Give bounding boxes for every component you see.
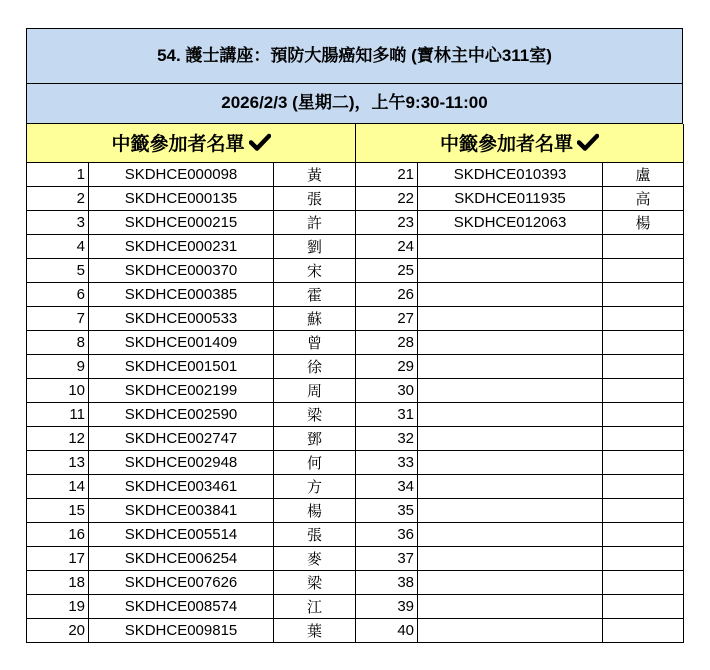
left-participant-number: 6 (27, 283, 89, 307)
left-participant-code: SKDHCE000385 (89, 283, 274, 307)
right-section-heading (356, 124, 684, 163)
right-participant-code (418, 571, 603, 595)
left-participant-number: 10 (27, 379, 89, 403)
right-participant-surname (603, 427, 684, 451)
left-participant-surname: 葉 (274, 619, 356, 643)
right-participant-number: 21 (356, 163, 418, 187)
left-participant-code: SKDHCE000533 (89, 307, 274, 331)
table-row (27, 403, 684, 427)
right-participant-number: 38 (356, 571, 418, 595)
table-row (27, 523, 684, 547)
right-participant-number: 40 (356, 619, 418, 643)
right-participant-code: SKDHCE010393 (418, 163, 603, 187)
right-participant-surname (603, 379, 684, 403)
table-row (27, 355, 684, 379)
left-participant-number: 11 (27, 403, 89, 427)
table-row (27, 235, 684, 259)
right-participant-code (418, 475, 603, 499)
left-participant-number: 9 (27, 355, 89, 379)
event-datetime: 2026/2/3 (星期二)，上午9:30-11:00 (26, 84, 683, 124)
right-participant-surname (603, 307, 684, 331)
right-participant-number: 24 (356, 235, 418, 259)
table-row (27, 499, 684, 523)
right-participant-number: 22 (356, 187, 418, 211)
right-participant-code (418, 235, 603, 259)
left-participant-number: 4 (27, 235, 89, 259)
left-participant-surname: 劉 (274, 235, 356, 259)
right-participant-surname (603, 475, 684, 499)
left-participant-number: 12 (27, 427, 89, 451)
left-participant-number: 8 (27, 331, 89, 355)
left-participant-surname: 江 (274, 595, 356, 619)
left-participant-surname: 何 (274, 451, 356, 475)
left-participant-surname: 麥 (274, 547, 356, 571)
table-row (27, 211, 684, 235)
left-participant-code: SKDHCE000135 (89, 187, 274, 211)
check-mark-icon (249, 133, 271, 157)
table-row (27, 379, 684, 403)
right-participant-number: 33 (356, 451, 418, 475)
left-participant-surname: 宋 (274, 259, 356, 283)
right-participant-surname (603, 547, 684, 571)
left-participant-code: SKDHCE009815 (89, 619, 274, 643)
right-participant-number: 25 (356, 259, 418, 283)
winners-table (26, 124, 684, 643)
right-participant-surname (603, 235, 684, 259)
table-row (27, 475, 684, 499)
table-row (27, 307, 684, 331)
left-section-heading-label: 中籤參加者名單 (111, 134, 245, 155)
right-participant-number: 26 (356, 283, 418, 307)
left-participant-code: SKDHCE008574 (89, 595, 274, 619)
left-participant-code: SKDHCE000215 (89, 211, 274, 235)
right-participant-code (418, 547, 603, 571)
right-participant-surname (603, 331, 684, 355)
table-row (27, 187, 684, 211)
right-participant-code (418, 619, 603, 643)
table-row (27, 547, 684, 571)
left-participant-code: SKDHCE000098 (89, 163, 274, 187)
left-participant-code: SKDHCE001409 (89, 331, 274, 355)
right-participant-surname: 楊 (603, 211, 684, 235)
left-participant-surname: 曾 (274, 331, 356, 355)
table-row (27, 595, 684, 619)
left-participant-number: 7 (27, 307, 89, 331)
right-participant-code (418, 283, 603, 307)
right-participant-code (418, 307, 603, 331)
right-participant-surname (603, 403, 684, 427)
left-participant-number: 17 (27, 547, 89, 571)
right-participant-surname (603, 259, 684, 283)
left-participant-number: 14 (27, 475, 89, 499)
right-participant-surname (603, 571, 684, 595)
right-participant-surname: 高 (603, 187, 684, 211)
left-participant-code: SKDHCE003841 (89, 499, 274, 523)
table-row (27, 619, 684, 643)
right-participant-number: 32 (356, 427, 418, 451)
left-participant-surname: 霍 (274, 283, 356, 307)
right-participant-surname (603, 595, 684, 619)
left-participant-number: 1 (27, 163, 89, 187)
check-mark-icon (577, 133, 599, 157)
left-participant-number: 3 (27, 211, 89, 235)
right-participant-surname (603, 355, 684, 379)
left-participant-number: 2 (27, 187, 89, 211)
section-heading-row (27, 124, 684, 163)
left-section-heading (27, 124, 356, 163)
right-participant-code (418, 379, 603, 403)
right-participant-surname (603, 499, 684, 523)
table-row (27, 259, 684, 283)
right-participant-surname: 盧 (603, 163, 684, 187)
right-participant-number: 35 (356, 499, 418, 523)
left-participant-number: 15 (27, 499, 89, 523)
left-participant-code: SKDHCE006254 (89, 547, 274, 571)
table-row (27, 283, 684, 307)
left-participant-number: 5 (27, 259, 89, 283)
right-participant-surname (603, 523, 684, 547)
event-title: 54. 護士講座：預防大腸癌知多啲 (寶林主中心311室) (26, 28, 683, 84)
right-participant-code (418, 259, 603, 283)
left-participant-code: SKDHCE002948 (89, 451, 274, 475)
left-participant-code: SKDHCE002590 (89, 403, 274, 427)
roster-sheet (26, 28, 683, 643)
winners-table-body (27, 124, 684, 643)
right-participant-code (418, 331, 603, 355)
left-participant-number: 16 (27, 523, 89, 547)
right-section-heading-label: 中籤參加者名單 (440, 134, 574, 155)
left-participant-code: SKDHCE002199 (89, 379, 274, 403)
left-participant-number: 13 (27, 451, 89, 475)
right-participant-number: 31 (356, 403, 418, 427)
left-participant-code: SKDHCE001501 (89, 355, 274, 379)
right-participant-code (418, 523, 603, 547)
left-participant-code: SKDHCE007626 (89, 571, 274, 595)
left-participant-code: SKDHCE000231 (89, 235, 274, 259)
right-participant-code (418, 499, 603, 523)
left-participant-number: 20 (27, 619, 89, 643)
right-participant-surname (603, 619, 684, 643)
right-participant-number: 27 (356, 307, 418, 331)
right-participant-number: 30 (356, 379, 418, 403)
left-participant-surname: 梁 (274, 571, 356, 595)
right-participant-code (418, 427, 603, 451)
left-participant-surname: 方 (274, 475, 356, 499)
left-participant-surname: 張 (274, 187, 356, 211)
left-participant-code: SKDHCE003461 (89, 475, 274, 499)
right-participant-number: 36 (356, 523, 418, 547)
left-participant-surname: 張 (274, 523, 356, 547)
left-participant-code: SKDHCE005514 (89, 523, 274, 547)
left-participant-surname: 黃 (274, 163, 356, 187)
left-participant-surname: 鄧 (274, 427, 356, 451)
table-row (27, 571, 684, 595)
table-row (27, 163, 684, 187)
left-participant-number: 19 (27, 595, 89, 619)
right-participant-number: 28 (356, 331, 418, 355)
table-row (27, 427, 684, 451)
left-participant-number: 18 (27, 571, 89, 595)
right-participant-number: 39 (356, 595, 418, 619)
right-participant-number: 23 (356, 211, 418, 235)
right-participant-surname (603, 451, 684, 475)
right-participant-code (418, 451, 603, 475)
right-participant-code (418, 355, 603, 379)
left-participant-surname: 蘇 (274, 307, 356, 331)
right-participant-code: SKDHCE012063 (418, 211, 603, 235)
left-participant-surname: 周 (274, 379, 356, 403)
left-participant-surname: 徐 (274, 355, 356, 379)
left-participant-code: SKDHCE000370 (89, 259, 274, 283)
right-participant-surname (603, 283, 684, 307)
left-participant-surname: 楊 (274, 499, 356, 523)
right-participant-code (418, 403, 603, 427)
left-participant-surname: 許 (274, 211, 356, 235)
right-participant-number: 34 (356, 475, 418, 499)
left-participant-code: SKDHCE002747 (89, 427, 274, 451)
right-participant-number: 37 (356, 547, 418, 571)
left-participant-surname: 梁 (274, 403, 356, 427)
right-participant-code: SKDHCE011935 (418, 187, 603, 211)
right-participant-code (418, 595, 603, 619)
right-participant-number: 29 (356, 355, 418, 379)
table-row (27, 331, 684, 355)
table-row (27, 451, 684, 475)
